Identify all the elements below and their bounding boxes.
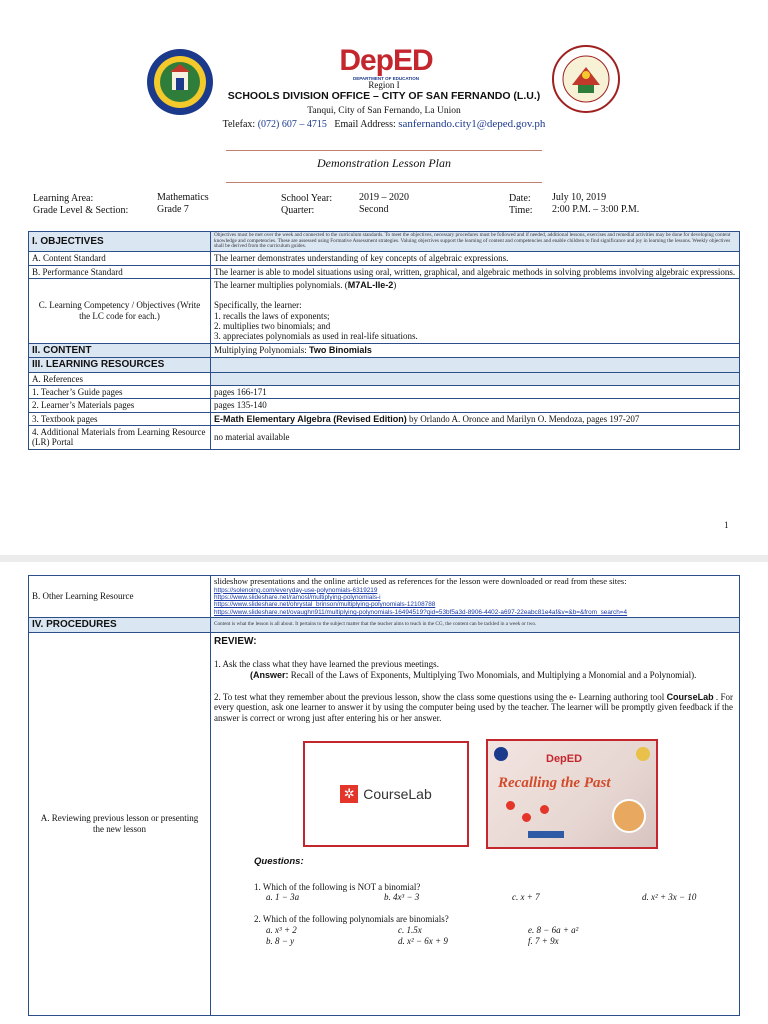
review-step-2 — [214, 692, 736, 723]
content-heading: II. CONTENT — [29, 343, 211, 358]
time-label: Time: — [509, 205, 533, 216]
competency-cell — [211, 278, 740, 343]
review-heading: REVIEW: — [214, 635, 257, 647]
q1-option-d: d. x² + 3x − 10 — [642, 892, 697, 903]
answer-label: (Answer: — [250, 669, 289, 680]
textbook-label: 3. Textbook pages — [29, 412, 211, 425]
additional-materials-label: 4. Additional Materials from Learning Resource (LR) Portal — [29, 425, 211, 449]
learners-materials-label: 2. Learner’s Materials pages — [29, 399, 211, 412]
other-resource-row — [29, 576, 740, 618]
date-label: Date: — [509, 193, 531, 204]
review-answer — [250, 670, 736, 680]
region-label: Region I — [368, 80, 400, 90]
resources-blank — [211, 358, 740, 373]
q1-option-b: b. 4x³ − 3 — [384, 892, 420, 903]
quarter-label: Quarter: — [281, 205, 315, 216]
reference-link-1[interactable]: https://solenoing.com/everyday-use-polynomials-6319219 — [214, 586, 378, 594]
recalling-the-past-slide — [486, 739, 658, 849]
procedures-note: Content is what the lesson is all about. It pertains to the subject matter that the teacher aims to teach in the CG, the content can be tackled in a week or two. — [211, 618, 740, 633]
additional-materials-value: no material available — [211, 425, 740, 449]
competency-row — [29, 278, 740, 343]
procedures-heading: IV. PROCEDURES — [29, 618, 211, 633]
courselab-icon: ✲ — [340, 785, 358, 803]
reference-link-4[interactable]: https://www.slideshare.net/ovaughn911/multiplying-polynomials-16494519?qid=53bf5a3d-8906-4402-a697-22eabc81e4af&v=&b=&from_search=4 — [214, 608, 628, 616]
telefax-label: Telefax: — [222, 119, 256, 130]
title-rule-top — [226, 150, 542, 151]
slide-brand: DepED — [546, 752, 583, 765]
objectives-heading: I. OBJECTIVES — [29, 232, 211, 252]
objectives-note: Objectives must be met over the week and connected to the curriculum standards. To meet the objectives, necessary procedures must be followed and if needed, additional lessons, exercises and remedial activities may be done for developing content knowledge and competencies. These are assessed using Formative Assessment strategies. Valuing objectives support the learning of content and competencies and enable children to find significance and joy in learning the lessons. Weekly objectives shall be derived from the curriculum guides. — [211, 232, 740, 252]
textbook-cell — [211, 412, 740, 425]
teachers-guide-label: 1. Teacher’s Guide pages — [29, 385, 211, 398]
reviewing-row — [29, 632, 740, 1015]
page-number: 1 — [724, 520, 729, 530]
date-value: July 10, 2019 — [552, 192, 607, 203]
office-name: SCHOOLS DIVISION OFFICE – CITY OF SAN FERNANDO (L.U.) — [227, 90, 541, 102]
performance-standard-label: B. Performance Standard — [29, 265, 211, 278]
slide-avatar — [612, 799, 646, 833]
teachers-guide-value: pages 166-171 — [211, 385, 740, 398]
courselab-logo-text: CourseLab — [363, 785, 432, 802]
deped-logo: DepED DEPARTMENT OF EDUCATION — [339, 44, 433, 81]
step-2-tool: CourseLab — [666, 691, 714, 702]
time-value: 2:00 P.M. – 3:00 P.M. — [552, 204, 640, 215]
reference-link-3[interactable]: https://www.slideshare.net/ohrystal_brinson/multiplying-polynomials-12108788 — [214, 601, 436, 609]
office-address: Tanqui, City of San Fernando, La Union — [307, 106, 461, 116]
other-resource-cell — [211, 576, 740, 618]
slide-title: Recalling the Past — [498, 774, 611, 791]
textbook-title: E-Math Elementary Algebra (Revised Edition) — [214, 413, 407, 424]
quarter-value: Second — [359, 204, 389, 215]
question-2-options-row-2 — [266, 936, 736, 947]
references-blank — [211, 372, 740, 385]
textbook-rest: by Orlando A. Oronce and Marilyn O. Mendoza, pages 197-207 — [406, 413, 640, 424]
slide-dot-3 — [540, 805, 549, 814]
other-resource-text: slideshow presentations and the online article used as references for the lesson were downloaded or read from these sites: — [214, 576, 627, 586]
school-year-label: School Year: — [281, 193, 333, 204]
review-images — [214, 739, 736, 851]
telefax-value: (072) 607 – 4715 — [257, 119, 327, 130]
competency-intro-line — [214, 280, 736, 290]
resources-heading: III. LEARNING RESOURCES — [29, 358, 211, 373]
question-1-options — [266, 892, 736, 904]
content-row — [29, 343, 740, 358]
learning-area-label: Learning Area: — [33, 193, 94, 204]
review-step-1: 1. Ask the class what they have learned the previous meetings. — [214, 659, 439, 670]
contact-line — [0, 118, 768, 130]
title-rule-bottom — [226, 182, 542, 183]
email-label: Email Address: — [334, 119, 396, 130]
learning-area-value: Mathematics — [157, 192, 209, 203]
objectives-row — [29, 232, 740, 252]
specifically-text: Specifically, the learner: — [214, 300, 302, 311]
courselab-logo-image — [303, 741, 469, 847]
references-label: A. References — [29, 372, 211, 385]
slide-seal-right — [636, 747, 650, 761]
textbook-row — [29, 412, 740, 425]
grade-value: Grade 7 — [157, 204, 189, 215]
q2-option-e: e. 8 − 6a + a² — [528, 924, 579, 935]
lesson-plan-table — [28, 231, 740, 450]
questions-heading: Questions: — [254, 855, 304, 867]
slide-dot-2 — [522, 813, 531, 822]
q2-option-f: f. 7 + 9x — [528, 935, 559, 946]
learners-materials-row — [29, 399, 740, 412]
procedures-table — [28, 575, 740, 1016]
competency-intro: The learner multiplies polynomials. ( — [214, 279, 348, 290]
answer-text: Recall of the Laws of Exponents, Multiplying Two Monomials, and Multiplying a Monomial and a Polynomial). — [288, 669, 697, 680]
question-2-options-row-1 — [266, 925, 736, 936]
objective-1: 1. recalls the laws of exponents; — [214, 310, 330, 321]
step-2-text-b: . For every question, ask one learner to answer it by using the computer being used by the teacher. The learner will be promptly given feedback if the answer is correct or wrong just after entering his or her answer. — [214, 691, 733, 723]
page-two — [0, 562, 768, 1024]
learners-materials-value: pages 135-140 — [211, 399, 740, 412]
content-cell — [211, 343, 740, 358]
q2-option-b: b. 8 − y — [266, 935, 295, 946]
slide-name-bar — [528, 831, 564, 838]
q2-option-a: a. x³ + 2 — [266, 924, 297, 935]
step-2-text-a: 2. To test what they remember about the previous lesson, show the class some questions using the e- Learning authoring tool — [214, 691, 667, 702]
slide-dot-1 — [506, 801, 515, 810]
content-standard-label: A. Content Standard — [29, 252, 211, 265]
performance-standard-row — [29, 265, 740, 278]
document-title: Demonstration Lesson Plan — [316, 156, 451, 170]
grade-label: Grade Level & Section: — [33, 205, 129, 216]
content-standard-row — [29, 252, 740, 265]
school-year-value: 2019 – 2020 — [359, 192, 409, 203]
slide-seal-left — [494, 747, 508, 761]
email-value: sanfernando.city1@deped.gov.ph — [398, 118, 546, 130]
competency-code: M7AL-IIe-2 — [347, 279, 394, 290]
procedures-row — [29, 618, 740, 633]
objective-3: 3. appreciates polynomials as used in real-life situations. — [214, 331, 418, 342]
content-bold: Two Binomials — [309, 344, 372, 355]
other-resource-label: B. Other Learning Resource — [29, 576, 211, 618]
q2-option-c: c. 1.5x — [398, 924, 422, 935]
question-2: 2. Which of the following polynomials are binomials? — [254, 914, 449, 925]
teachers-guide-row — [29, 385, 740, 398]
q1-option-c: c. x + 7 — [512, 892, 540, 903]
performance-standard-text: The learner is able to model situations using oral, written, graphical, and algebraic methods in solving problems involving algebraic expressions. — [211, 265, 740, 278]
reference-link-2[interactable]: https://www.slideshare.net/ramosl/multiplying-polynomials-i — [214, 594, 381, 602]
reviewing-label: A. Reviewing previous lesson or presenting the new lesson — [29, 632, 211, 1015]
q1-option-a: a. 1 − 3a — [266, 892, 300, 903]
additional-materials-row — [29, 425, 740, 449]
q2-option-d: d. x² − 6x + 9 — [398, 935, 448, 946]
reviewing-cell — [211, 632, 740, 1015]
competency-label: C. Learning Competency / Objectives (Write the LC code for each.) — [29, 278, 211, 343]
question-1: 1. Which of the following is NOT a binomial? — [254, 881, 421, 892]
content-standard-text: The learner demonstrates understanding of key concepts of algebraic expressions. — [211, 252, 740, 265]
competency-close: ) — [393, 279, 397, 290]
references-row — [29, 372, 740, 385]
page-gap — [0, 555, 768, 562]
objective-2: 2. multiplies two binomials; and — [214, 320, 331, 331]
content-text: Multiplying Polynomials: — [214, 344, 310, 355]
resources-row — [29, 358, 740, 373]
